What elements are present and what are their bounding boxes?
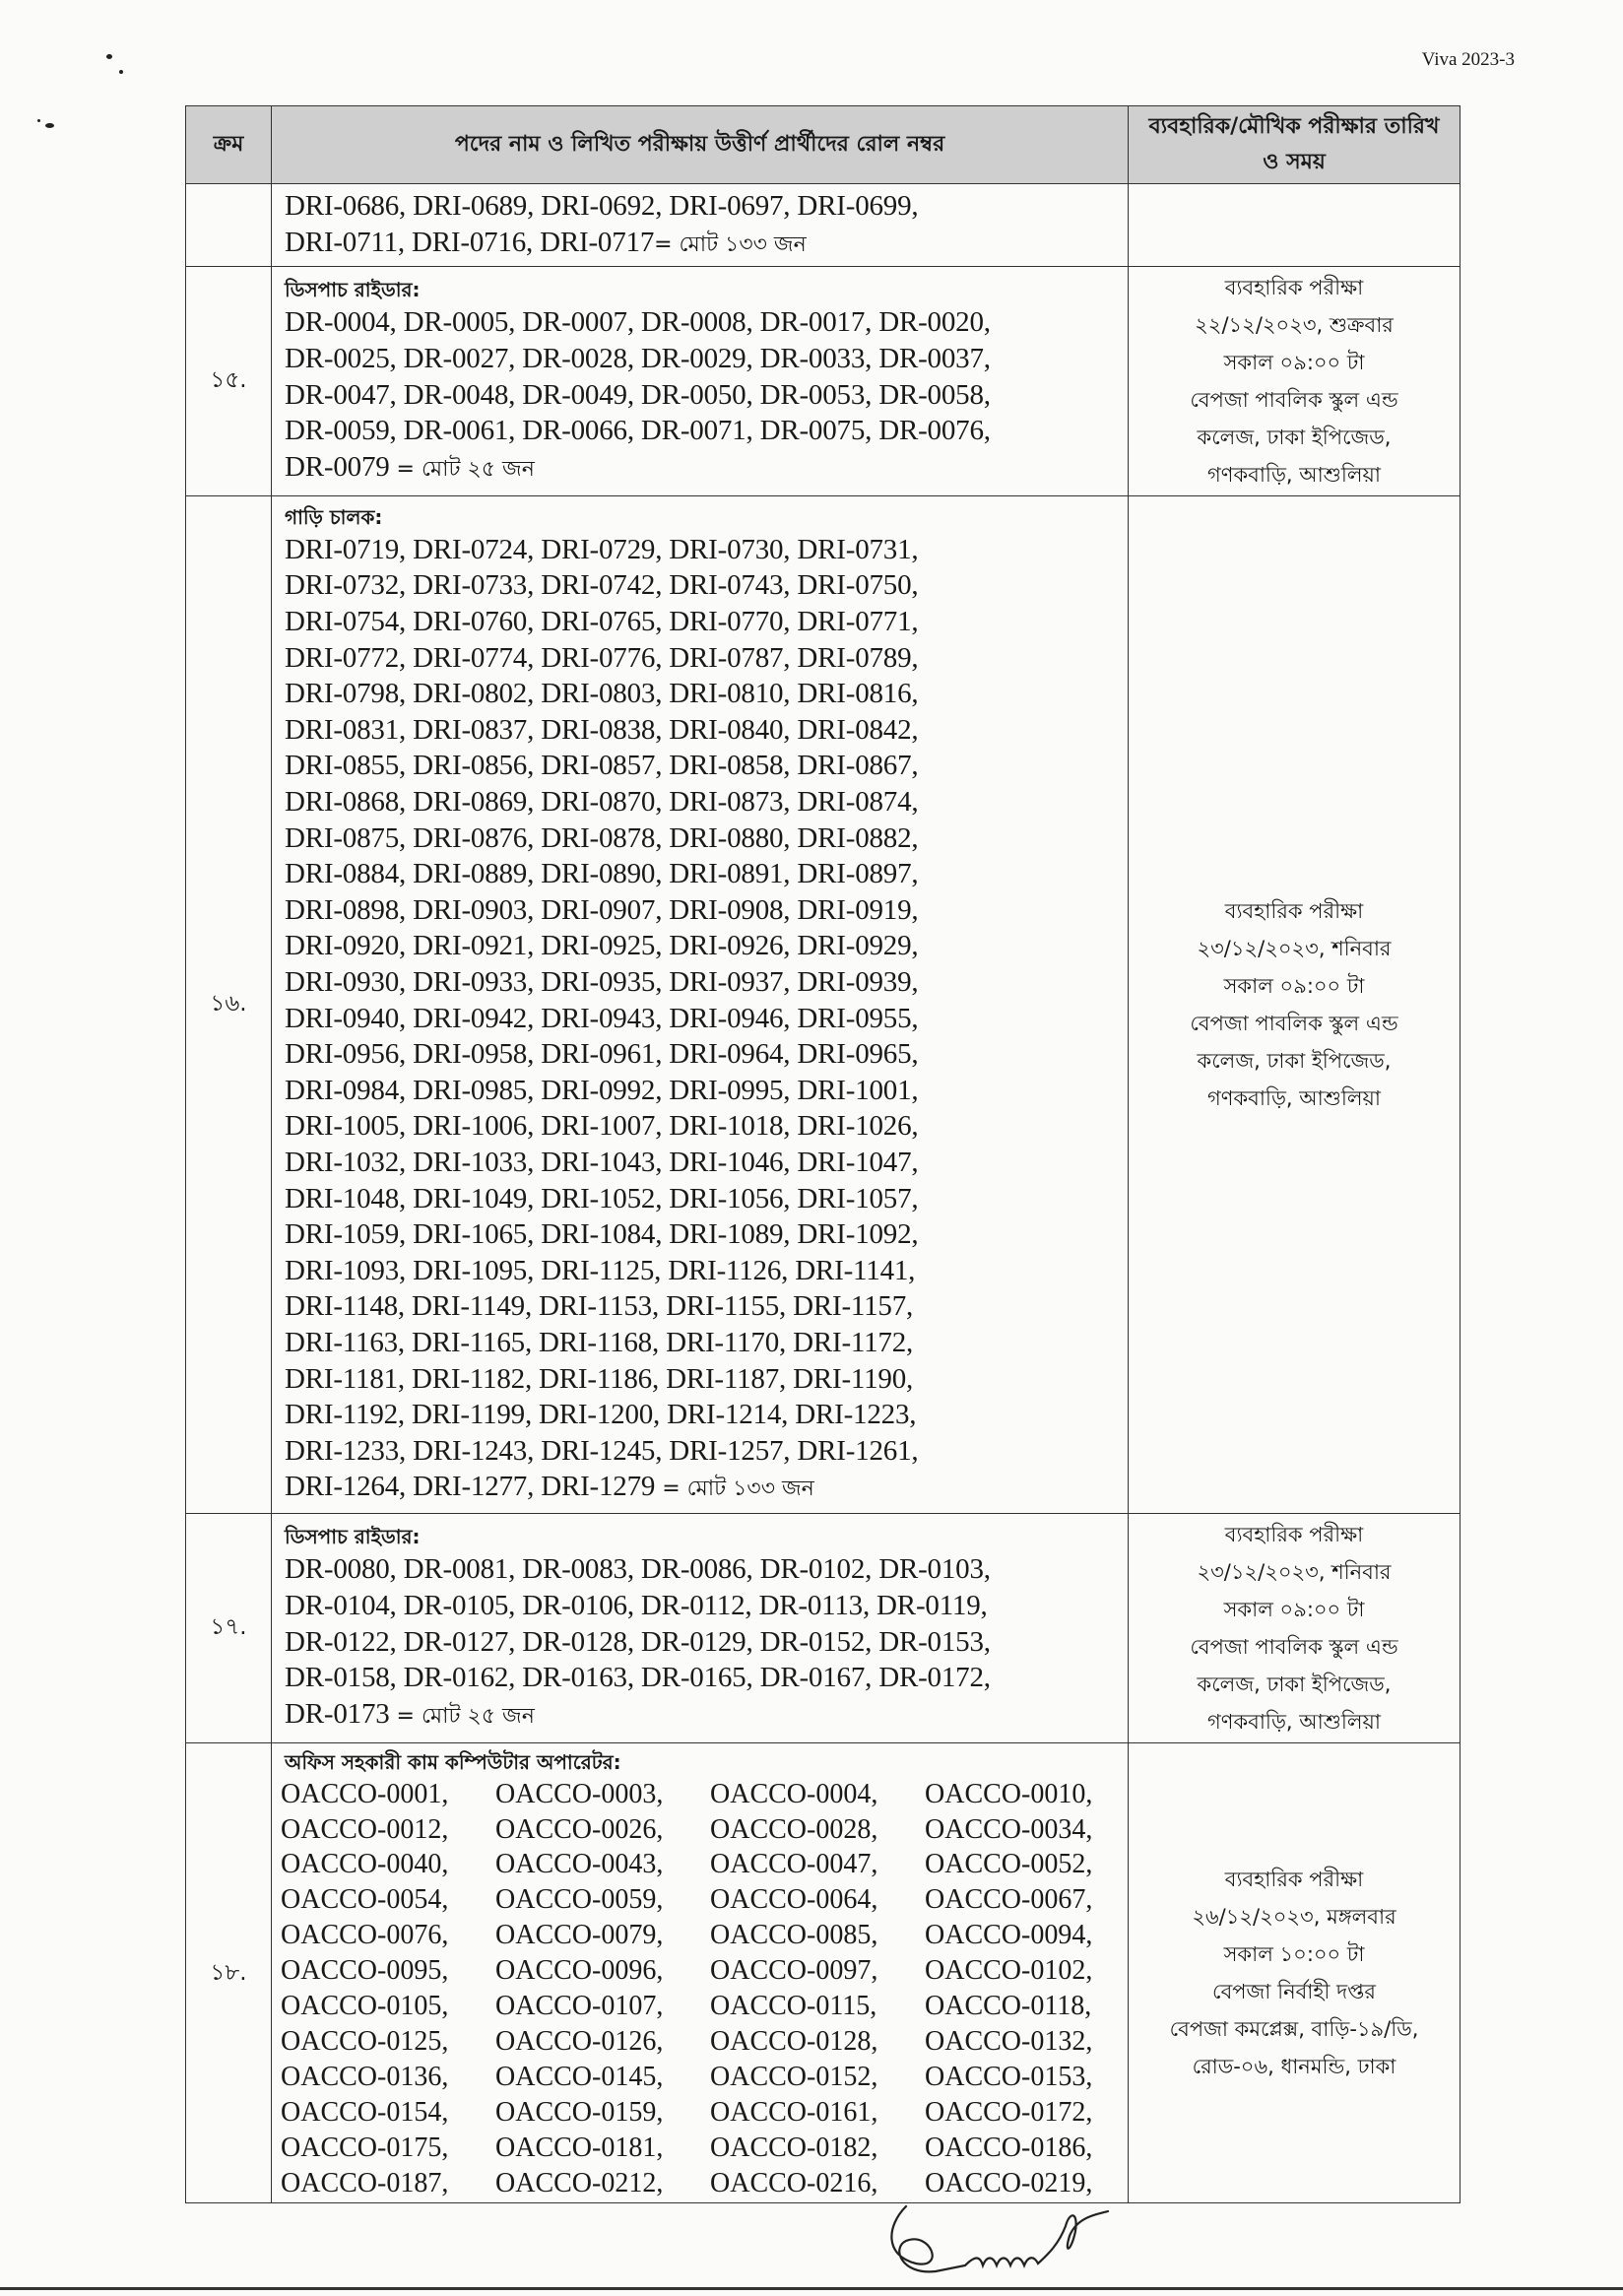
roll-number: OACCO-0107, xyxy=(495,1991,664,2022)
roll-number: OACCO-0219, xyxy=(925,2167,1093,2198)
post-title: গাড়ি চালক: xyxy=(285,504,383,529)
roll-number: OACCO-0132, xyxy=(925,2025,1093,2057)
roll-numbers: DRI-0719, DRI-0724, DRI-0729, DRI-0730, DRI-0731, DRI-0732, DRI-0733, DRI-0742, DRI-0743, DRI-0750, DRI-0754, DRI-0760, DRI-0765, DRI-0770, DRI-0771, DRI-0772, DRI-0774, DRI-0776, DRI-0787, DRI-0789, DRI-0798, DRI-0802, DRI-0803, DRI-0810, DRI-0816, DRI-0831, DRI-0837, DRI-0838, DRI-0840, DRI-0842, DRI-0855, DRI-0856, DRI-0857, DRI-0858, DRI-0867, DRI-0868, DRI-0869, DRI-0870, DRI-0873, DRI-0874, DRI-0875, DRI-0876, DRI-0878, DRI-0880, DRI-0882, DRI-0884, DRI-0889, DRI-0890, DRI-0891, DRI-0897, DRI-0898, DRI-0903, DRI-0907, DRI-0908, DRI-0919, DRI-0920, DRI-0921, DRI-0925, DRI-0926, DRI-0929, DRI-0930, DRI-0933, DRI-0935, DRI-0937, DRI-0939, DRI-0940, DRI-0942, DRI-0943, DRI-0946, DRI-0955, DRI-0956, DRI-0958, DRI-0961, DRI-0964, DRI-0965, DRI-0984, DRI-0985, DRI-0992, DRI-0995, DRI-1001, DRI-1005, DRI-1006, DRI-1007, DRI-1018, DRI-1026, DRI-1032, DRI-1033, DRI-1043, DRI-1046, DRI-1047, DRI-1048, DRI-1049, DRI-1052, DRI-1056, DRI-1057, DRI-1059, DRI-1065, DRI-1084, DRI-1089, DRI-1092, DRI-1093, DRI-1095, DRI-1125, DRI-1126, DRI-1141, DRI-1148, DRI-1149, DRI-1153, DRI-1155, DRI-1157, DRI-1163, DRI-1165, DRI-1168, DRI-1170, DRI-1172, DRI-1181, DRI-1182, DRI-1186, DRI-1187, DRI-1190, DRI-1192, DRI-1199, DRI-1200, DRI-1214, DRI-1223, DRI-1233, DRI-1243, DRI-1245, DRI-1257, DRI-1261, DRI-1264, DRI-1277, DRI-1279 xyxy=(285,533,919,1503)
row-serial: ১৭. xyxy=(186,1513,272,1742)
roll-number: OACCO-0161, xyxy=(710,2096,878,2128)
roll-number: OACCO-0187, xyxy=(281,2167,449,2198)
roll-number: OACCO-0115, xyxy=(710,1991,877,2022)
roll-number: OACCO-0026, xyxy=(495,1813,664,1845)
post-title: ডিসপাচ রাইডার: xyxy=(285,278,421,302)
row-schedule: ব্যবহারিক পরীক্ষা ২৬/১২/২০২৩, মঙ্গলবার সকাল ১০:০০ টা বেপজা নির্বাহী দপ্তর বেপজা কমপ্লেক্স, বাড়ি-১৯/ডি, রোড-০৬, ধানমন্ডি, ঢাকা xyxy=(1129,1742,1461,2203)
header-schedule: ব্যবহারিক/মৌখিক পরীক্ষার তারিখ ও সময় xyxy=(1129,106,1461,184)
row-post xyxy=(272,495,1129,1513)
roll-number: OACCO-0003, xyxy=(495,1778,664,1809)
roll-number: OACCO-0067, xyxy=(925,1884,1093,1916)
roll-numbers: DRI-0686, DRI-0689, DRI-0692, DRI-0697, DRI-0699, DRI-0711, DRI-0716, DRI-0717 xyxy=(285,190,919,258)
roll-number: OACCO-0154, xyxy=(281,2096,449,2128)
roll-numbers: DR-0080, DR-0081, DR-0083, DR-0086, DR-0102, DR-0103, DR-0104, DR-0105, DR-0106, DR-0112, DR-0113, DR-0119, DR-0122, DR-0127, DR-0128, DR-0129, DR-0152, DR-0153, DR-0158, DR-0162, DR-0163, DR-0165, DR-0167, DR-0172, DR-0173 xyxy=(285,1553,991,1730)
roll-number: OACCO-0172, xyxy=(925,2096,1093,2128)
total-count: = মোট ১৩৩ জন xyxy=(655,1476,814,1502)
roll-number: OACCO-0152, xyxy=(710,2061,878,2092)
roll-number: OACCO-0216, xyxy=(710,2167,878,2198)
row-serial: ১৫. xyxy=(186,266,272,495)
roll-number: OACCO-0064, xyxy=(710,1884,878,1916)
table-row xyxy=(186,184,1461,267)
row-post xyxy=(272,1742,1129,2203)
roll-number: OACCO-0079, xyxy=(495,1920,664,1951)
roll-number: OACCO-0059, xyxy=(495,1884,664,1916)
signature xyxy=(876,2187,1172,2290)
table-row xyxy=(186,266,1461,495)
table-row xyxy=(186,495,1461,1513)
roll-number: OACCO-0159, xyxy=(495,2096,664,2128)
roll-number: OACCO-0047, xyxy=(710,1849,878,1880)
row-post xyxy=(272,1513,1129,1742)
roll-number: OACCO-0153, xyxy=(925,2061,1093,2092)
scan-bottom-edge xyxy=(0,2287,1623,2290)
page-label: Viva 2023-3 xyxy=(1421,49,1515,70)
row-post xyxy=(272,184,1129,267)
roll-number: OACCO-0118, xyxy=(925,1991,1092,2022)
roll-number: OACCO-0054, xyxy=(281,1884,449,1916)
row-serial xyxy=(186,184,272,267)
candidate-table xyxy=(185,105,1461,2203)
total-count: = মোট ২৫ জন xyxy=(389,456,535,482)
roll-numbers xyxy=(281,1777,1118,2201)
roll-number: OACCO-0126, xyxy=(495,2025,664,2057)
row-schedule: ব্যবহারিক পরীক্ষা ২২/১২/২০২৩, শুক্রবার সকাল ০৯:০০ টা বেপজা পাবলিক স্কুল এন্ড কলেজ, ঢাকা ইপিজেড, গণকবাড়ি, আশুলিয়া xyxy=(1129,266,1461,495)
roll-numbers: DR-0004, DR-0005, DR-0007, DR-0008, DR-0017, DR-0020, DR-0025, DR-0027, DR-0028, DR-0029, DR-0033, DR-0037, DR-0047, DR-0048, DR-0049, DR-0050, DR-0053, DR-0058, DR-0059, DR-0061, DR-0066, DR-0071, DR-0075, DR-0076, DR-0079 xyxy=(285,306,991,483)
roll-number: OACCO-0181, xyxy=(495,2132,664,2163)
roll-number: OACCO-0004, xyxy=(710,1778,878,1809)
header-serial: ক্রম xyxy=(186,106,272,184)
roll-number: OACCO-0125, xyxy=(281,2025,449,2057)
roll-number: OACCO-0034, xyxy=(925,1813,1093,1845)
post-title: ডিসপাচ রাইডার: xyxy=(285,1525,421,1549)
table-row xyxy=(186,1513,1461,1742)
header-post: পদের নাম ও লিখিত পরীক্ষায় উত্তীর্ণ প্রার্থীদের রোল নম্বর xyxy=(272,106,1129,184)
roll-number: OACCO-0010, xyxy=(925,1778,1093,1809)
roll-number: OACCO-0096, xyxy=(495,1955,664,1987)
roll-number: OACCO-0012, xyxy=(281,1813,449,1845)
total-count: = মোট ২৫ জন xyxy=(389,1703,535,1729)
row-schedule: ব্যবহারিক পরীক্ষা ২৩/১২/২০২৩, শনিবার সকাল ০৯:০০ টা বেপজা পাবলিক স্কুল এন্ড কলেজ, ঢাকা ইপিজেড, গণকবাড়ি, আশুলিয়া xyxy=(1129,495,1461,1513)
table-header-row xyxy=(186,106,1461,184)
roll-number: OACCO-0095, xyxy=(281,1955,449,1987)
roll-number: OACCO-0105, xyxy=(281,1991,449,2022)
row-schedule: ব্যবহারিক পরীক্ষা ২৩/১২/২০২৩, শনিবার সকাল ০৯:০০ টা বেপজা পাবলিক স্কুল এন্ড কলেজ, ঢাকা ইপিজেড, গণকবাড়ি, আশুলিয়া xyxy=(1129,1513,1461,1742)
roll-number: OACCO-0001, xyxy=(281,1778,449,1809)
roll-number: OACCO-0186, xyxy=(925,2132,1093,2163)
roll-number: OACCO-0182, xyxy=(710,2132,878,2163)
roll-number: OACCO-0145, xyxy=(495,2061,664,2092)
roll-number: OACCO-0040, xyxy=(281,1849,449,1880)
roll-number: OACCO-0128, xyxy=(710,2025,878,2057)
scan-speck xyxy=(106,54,112,59)
row-serial: ১৬. xyxy=(186,495,272,1513)
roll-number: OACCO-0028, xyxy=(710,1813,878,1845)
roll-number: OACCO-0076, xyxy=(281,1920,449,1951)
row-schedule xyxy=(1129,184,1461,267)
post-title: অফিস সহকারী কাম কম্পিউটার অপারেটর: xyxy=(285,1749,621,1774)
roll-number: OACCO-0136, xyxy=(281,2061,449,2092)
roll-number: OACCO-0043, xyxy=(495,1849,664,1880)
roll-number: OACCO-0175, xyxy=(281,2132,449,2163)
scan-speck xyxy=(37,119,40,122)
row-post xyxy=(272,266,1129,495)
roll-number: OACCO-0212, xyxy=(495,2167,664,2198)
roll-number: OACCO-0085, xyxy=(710,1920,878,1951)
total-count: = মোট ১৩৩ জন xyxy=(654,231,807,257)
roll-number: OACCO-0102, xyxy=(925,1955,1093,1987)
scan-speck xyxy=(45,123,54,128)
table-row xyxy=(186,1742,1461,2203)
roll-number: OACCO-0094, xyxy=(925,1920,1093,1951)
roll-number: OACCO-0097, xyxy=(710,1955,878,1987)
row-serial: ১৮. xyxy=(186,1742,272,2203)
roll-number: OACCO-0052, xyxy=(925,1849,1093,1880)
scan-speck xyxy=(119,70,123,74)
